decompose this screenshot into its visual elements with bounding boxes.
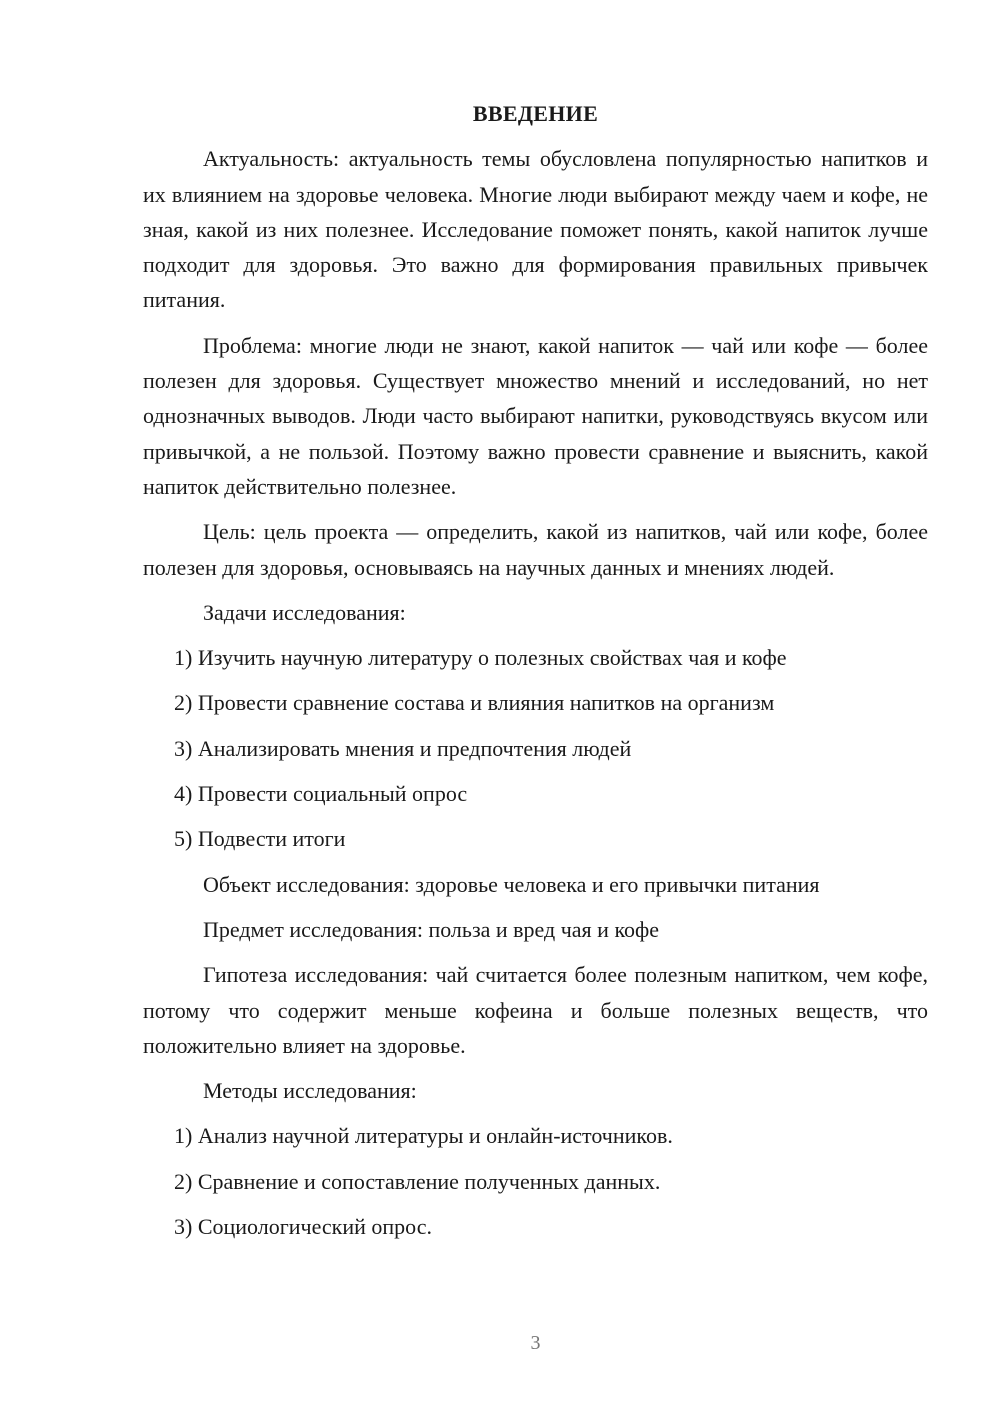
research-subject: Предмет исследования: польза и вред чая и кофе bbox=[203, 916, 660, 942]
method-item: 3) Социологический опрос. bbox=[174, 1214, 432, 1240]
problem-paragraph: Проблема: многие люди не знают, какой напиток — чай или кофе — более полезен для здоровья. Существует множество мнений и исследований, но нет однозначных выводов. Люди часто выбирают напитки, руководствуясь вкусом или привычкой, а не пользой. Поэтому важно провести сравнение и выяснить, какой напиток действительно полезнее. bbox=[143, 332, 928, 499]
research-object: Объект исследования: здоровье человека и его привычки питания bbox=[203, 871, 820, 897]
hypothesis-paragraph: Гипотеза исследования: чай считается более полезным напитком, чем кофе, потому что содержит меньше кофеина и больше полезных веществ, что положительно влияет на здоровье. bbox=[143, 962, 928, 1058]
method-item: 1) Анализ научной литературы и онлайн-источников. bbox=[174, 1123, 673, 1149]
page-number: 3 bbox=[530, 1332, 541, 1354]
methods-label: Методы исследования: bbox=[203, 1078, 417, 1104]
section-heading: ВВЕДЕНИЕ bbox=[472, 101, 599, 126]
task-item: 5) Подвести итоги bbox=[174, 826, 346, 852]
task-item: 2) Провести сравнение состава и влияния напитков на организм bbox=[174, 690, 775, 716]
task-item: 3) Анализировать мнения и предпочтения людей bbox=[174, 735, 632, 761]
method-item: 2) Сравнение и сопоставление полученных данных. bbox=[174, 1168, 661, 1194]
document-page bbox=[143, 96, 928, 1254]
tasks-label: Задачи исследования: bbox=[203, 599, 406, 625]
task-item: 4) Провести социальный опрос bbox=[174, 781, 468, 807]
task-item: 1) Изучить научную литературу о полезных свойствах чая и кофе bbox=[174, 645, 787, 671]
relevance-paragraph: Актуальность: актуальность темы обусловлена популярностью напитков и их влиянием на здоровье человека. Многие люди выбирают между чаем и кофе, не зная, какой из них полезнее. Исследование поможет понять, какой напиток лучше подходит для здоровья. Это важно для формирования правильных привычек питания. bbox=[143, 146, 928, 313]
goal-paragraph: Цель: цель проекта — определить, какой из напитков, чай или кофе, более полезен для здоровья, основываясь на научных данных и мнениях людей. bbox=[143, 519, 928, 580]
